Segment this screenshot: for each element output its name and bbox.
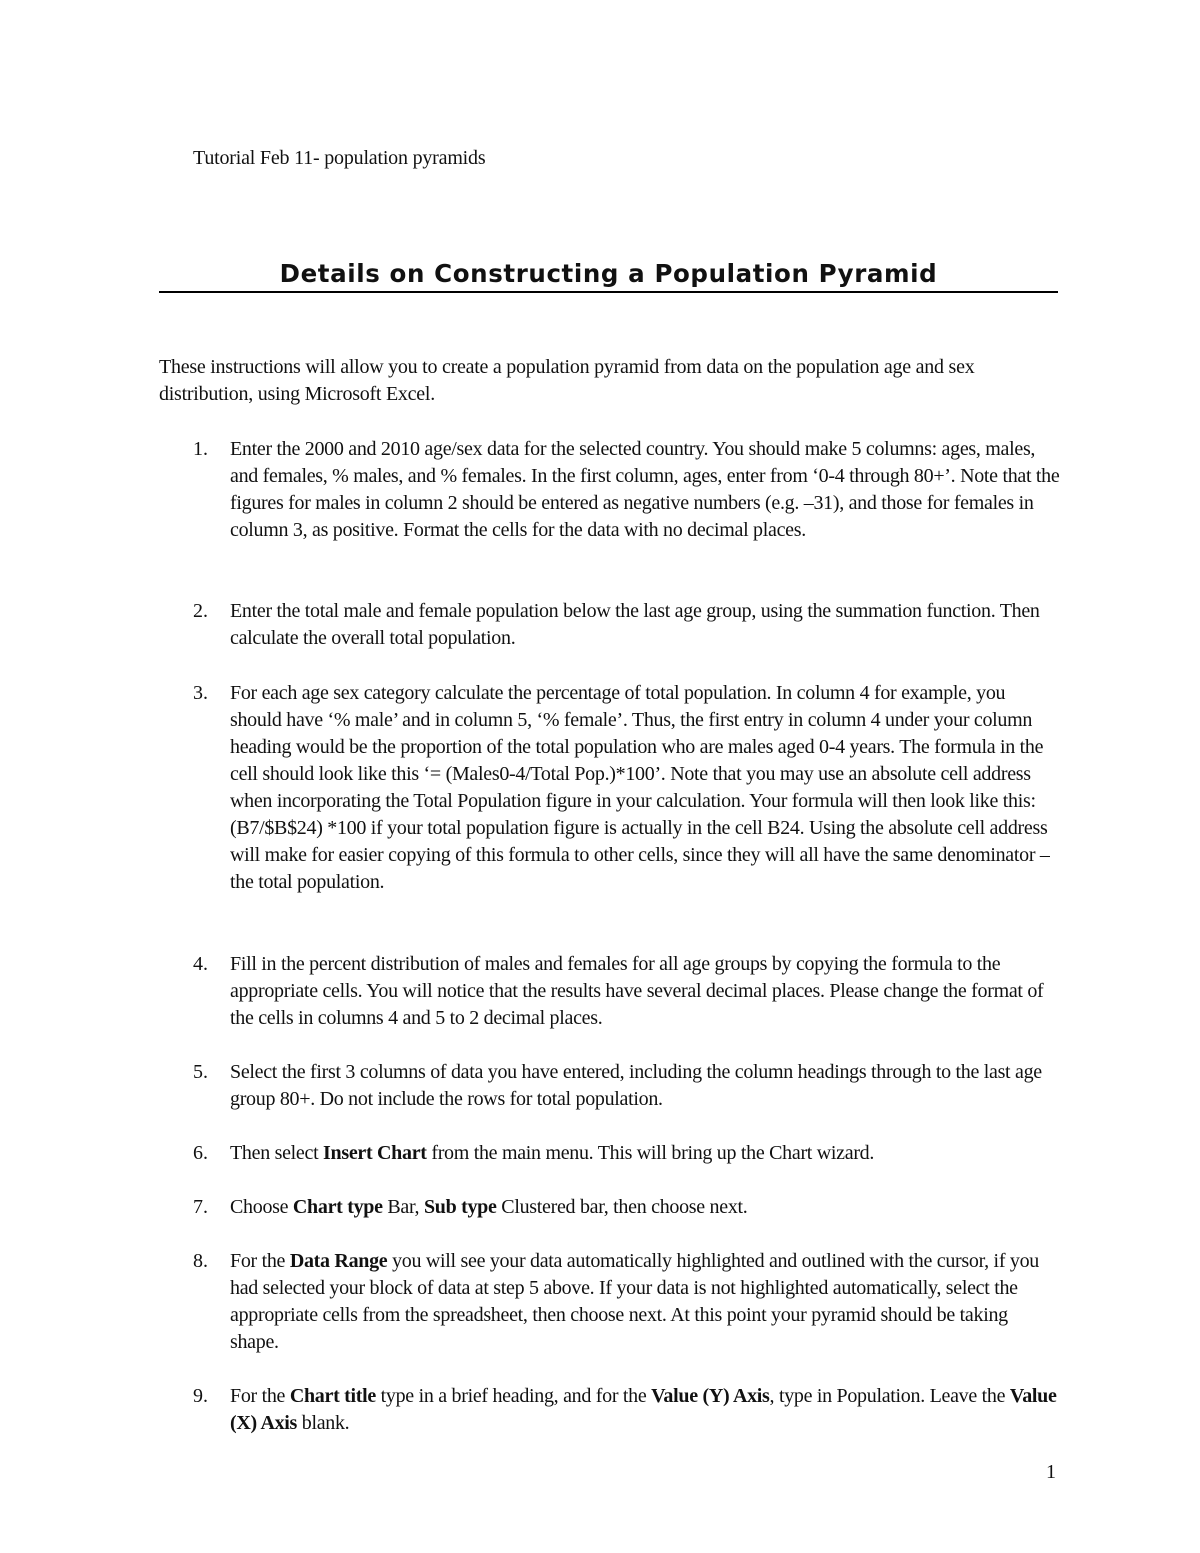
list-item-number: 1. [193, 438, 208, 460]
bold-term: Chart title [289, 1385, 376, 1407]
list-item-text: For each age sex category calculate the percentage of total population. In column 4 for example, you should have ‘% male’ and in column 5, ‘% female’. Thus, the first entry in column 4 under your column heading would be the proportion of the total population who are males aged 0-4 years. The formula in the cell should look like this ‘= (Males0-4/Total Pop.)*100’. Note that you may use an absolute cell address when incorporating the Total Population figure in your calculation. Your formula will then look like this: (B7/$B$24) *100 if your total population figure is actually in the cell B24. Using the absolute cell address will make for easier copying of this formula to other cells, since they will all have the same denominator – the total population. [230, 682, 1050, 893]
header-line: Tutorial Feb 11- population pyramids [193, 147, 486, 169]
page-number: 1 [1046, 1461, 1056, 1483]
list-item-number: 6. [193, 1142, 208, 1164]
list-item-text: Enter the total male and female population below the last age group, using the summation function. Then calculate the overall total population. [230, 600, 1040, 649]
list-item-number: 7. [193, 1196, 208, 1218]
list-item-text: Fill in the percent distribution of males and females for all age groups by copying the formula to the appropriate cells. You will notice that the results have several decimal places. Please change the format of the cells in columns 4 and 5 to 2 decimal places. [230, 953, 1044, 1029]
list-item-text: Enter the 2000 and 2010 age/sex data for the selected country. You should make 5 columns: ages, males, and females, % males, and % females. In the first column, ages, enter from ‘0-4 through 80+’. Note that the figures for males in column 2 should be entered as negative numbers (e.g. –31), and those for females in column 3, as positive. Format the cells for the data with no decimal places. [230, 438, 1060, 541]
list-item-text: For the Chart title type in a brief heading, and for the Value (Y) Axis, type in Population. Leave the Value (X) Axis blank. [230, 1385, 1057, 1434]
intro-paragraph: These instructions will allow you to create a population pyramid from data on the population age and sex distribution, using Microsoft Excel. [159, 356, 975, 405]
list-item-number: 8. [193, 1250, 208, 1272]
bold-term: Chart type [292, 1196, 383, 1218]
bold-term: Value (Y) Axis [651, 1385, 770, 1407]
list-item-number: 4. [193, 953, 208, 975]
bold-term: Value (X) Axis [230, 1385, 1057, 1434]
list-item-text: Select the first 3 columns of data you have entered, including the column headings through to the last age group 80+. Do not include the rows for total population. [230, 1061, 1042, 1110]
list-item-text: For the Data Range you will see your data automatically highlighted and outlined with the cursor, if you had selected your block of data at step 5 above. If your data is not highlighted automatically, select the appropriate cells from the spreadsheet, then choose next. At this point your pyramid should be taking shape. [230, 1250, 1039, 1353]
list-item-text: Choose Chart type Bar, Sub type Clustered bar, then choose next. [230, 1196, 748, 1218]
list-item-number: 5. [193, 1061, 208, 1083]
list-item-number: 9. [193, 1385, 208, 1407]
bold-term: Sub type [423, 1196, 497, 1218]
bold-term: Data Range [289, 1250, 388, 1272]
list-item-number: 3. [193, 682, 208, 704]
bold-term: Insert Chart [323, 1142, 427, 1164]
page-title: Details on Constructing a Population Pyramid [159, 257, 1058, 293]
list-item-number: 2. [193, 600, 208, 622]
list-item-text: Then select Insert Chart from the main menu. This will bring up the Chart wizard. [230, 1142, 875, 1164]
